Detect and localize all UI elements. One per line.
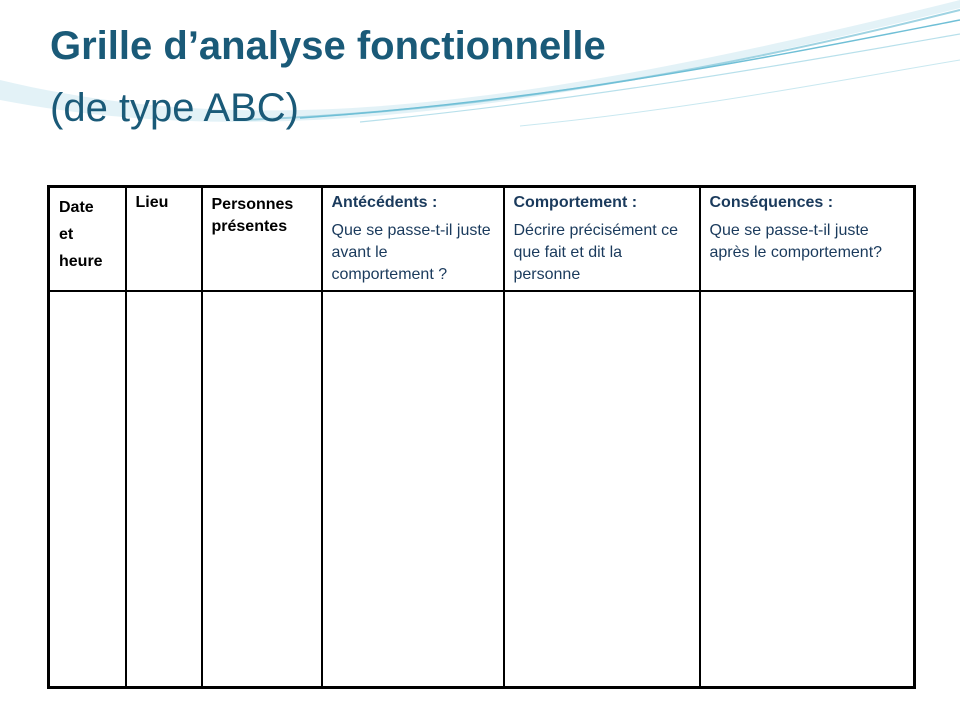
header-comportement-desc: Décrire précisément ce que fait et dit la personne — [513, 222, 678, 283]
header-lieu — [126, 187, 202, 292]
header-date-line1: Date — [59, 199, 94, 216]
cell-lieu[interactable] — [126, 291, 202, 688]
header-date-line3: heure — [59, 253, 103, 270]
header-comportement — [504, 187, 700, 292]
cell-date[interactable] — [49, 291, 126, 688]
cell-personnes[interactable] — [202, 291, 322, 688]
cell-comportement[interactable] — [504, 291, 700, 688]
title-subtitle: (de type ABC) — [50, 86, 300, 130]
header-personnes-line2: présentes — [211, 218, 288, 235]
header-lieu-label: Lieu — [135, 194, 169, 211]
header-consequences-desc: Que se passe-t-il juste après le comportement? — [709, 222, 883, 261]
table-row-empty — [49, 291, 915, 688]
page-title — [50, 22, 606, 132]
table-header-row — [49, 187, 915, 292]
cell-consequences[interactable] — [700, 291, 915, 688]
header-comportement-title: Comportement : — [513, 194, 638, 211]
header-date-line2: et — [59, 226, 74, 243]
analysis-grid — [47, 185, 916, 689]
header-personnes-line1: Personnes — [211, 196, 294, 213]
title-main: Grille d’analyse fonctionnelle — [50, 24, 606, 68]
header-antecedents-title: Antécédents : — [331, 194, 438, 211]
header-consequences — [700, 187, 915, 292]
header-antecedents-desc: Que se passe-t-il juste avant le comportement ? — [331, 222, 491, 283]
cell-antecedents[interactable] — [322, 291, 504, 688]
header-consequences-title: Conséquences : — [709, 194, 834, 211]
header-date — [49, 187, 126, 292]
header-antecedents — [322, 187, 504, 292]
header-personnes — [202, 187, 322, 292]
